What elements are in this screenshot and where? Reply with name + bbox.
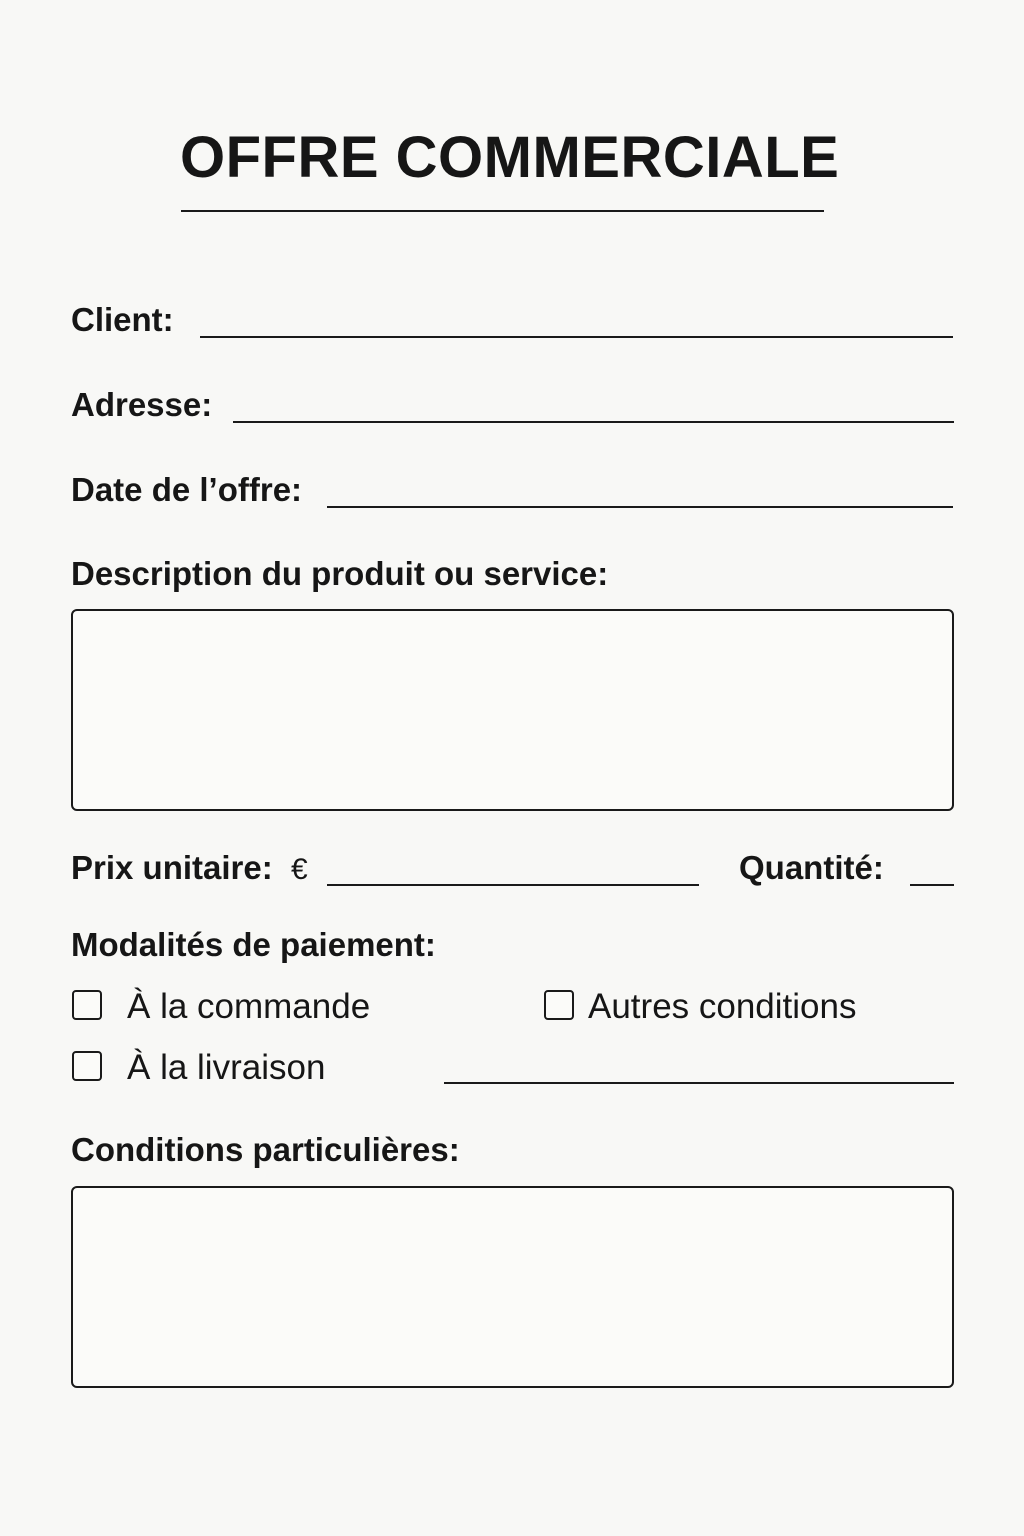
checkbox-other-conditions[interactable] bbox=[544, 990, 574, 1020]
currency-symbol: € bbox=[291, 853, 308, 886]
unit-price-underline bbox=[327, 884, 699, 886]
client-field[interactable] bbox=[200, 300, 953, 334]
address-underline bbox=[233, 421, 954, 423]
option-on-delivery-label: À la livraison bbox=[127, 1048, 326, 1087]
payment-label: Modalités de paiement: bbox=[71, 926, 436, 963]
description-textarea[interactable] bbox=[71, 609, 954, 811]
offer-date-field[interactable] bbox=[327, 470, 953, 504]
description-label: Description du produit ou service: bbox=[71, 555, 609, 592]
form-title: OFFRE COMMERCIALE bbox=[180, 125, 840, 190]
option-on-order-label: À la commande bbox=[127, 987, 371, 1026]
special-conditions-label: Conditions particulières: bbox=[71, 1131, 460, 1168]
checkbox-on-order[interactable] bbox=[72, 990, 102, 1020]
client-underline bbox=[200, 336, 953, 338]
unit-price-label: Prix unitaire: bbox=[71, 849, 273, 886]
other-conditions-field[interactable] bbox=[444, 1046, 954, 1080]
quantity-underline bbox=[910, 884, 954, 886]
unit-price-field[interactable] bbox=[327, 848, 699, 882]
address-label: Adresse: bbox=[71, 386, 213, 423]
client-label: Client: bbox=[71, 301, 174, 338]
special-conditions-textarea[interactable] bbox=[71, 1186, 954, 1388]
quantity-field[interactable] bbox=[910, 848, 954, 882]
offer-date-label: Date de l’offre: bbox=[71, 471, 303, 508]
other-conditions-underline bbox=[444, 1082, 954, 1084]
title-underline bbox=[181, 210, 824, 212]
checkbox-on-delivery[interactable] bbox=[72, 1051, 102, 1081]
quantity-label: Quantité: bbox=[739, 849, 884, 886]
option-other-conditions-label: Autres conditions bbox=[588, 987, 857, 1026]
offer-date-underline bbox=[327, 506, 953, 508]
address-field[interactable] bbox=[233, 385, 954, 419]
